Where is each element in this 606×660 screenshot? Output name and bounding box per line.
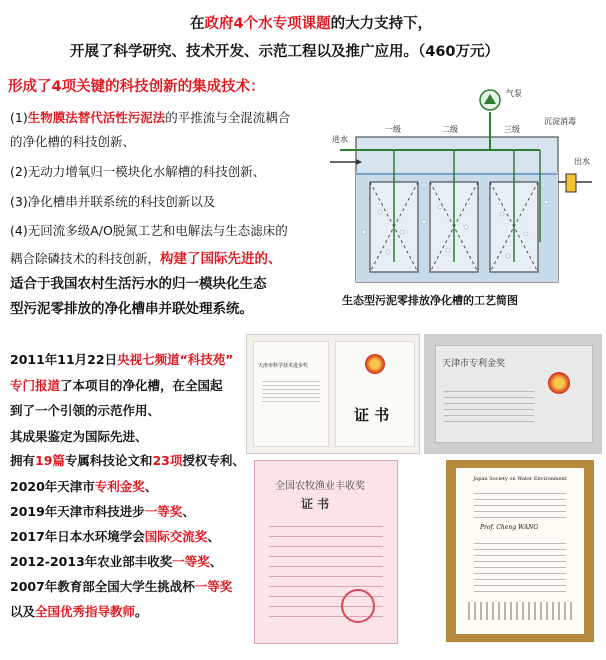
cert2-inner — [435, 345, 593, 443]
ach-line-1: 2011年11月22日央视七频道“科技苑” — [10, 352, 234, 367]
item-4-cont: 耦合除磷技术的科技创新，构建了国际先进的、 — [10, 251, 282, 267]
diagram-caption: 生态型污泥零排放净化槽的工艺简图 — [342, 294, 518, 307]
ach-line-5: 拥有19篇专属科技论文和23项授权专利、 — [10, 453, 245, 468]
cert1-text-lines — [262, 378, 320, 402]
cert4-text-lines-2 — [474, 538, 566, 592]
cert2-emblem-icon — [548, 372, 570, 394]
cert3-stamp — [341, 589, 375, 623]
certificate-tianjin-sci-tech — [246, 334, 420, 454]
cert2-header: 天津市专利金奖 — [442, 359, 506, 369]
cert1-header: 天津市科学技术进步奖 — [258, 363, 309, 369]
item-4-cont-3: 型污泥零排放的净化槽串并联处理系统。 — [10, 301, 253, 317]
cert4-inner — [456, 468, 584, 634]
item-3: (3)净化槽串并联系统的科技创新以及 — [10, 194, 216, 209]
ach-line-7: 2019年天津市科技进步一等奖、 — [10, 504, 195, 519]
label-inlet: 进水 — [332, 135, 348, 144]
ach-line-10: 2007年教育部全国大学生挑战杯一等奖 — [10, 579, 233, 594]
label-stage-1: 一级 — [385, 125, 401, 134]
national-emblem-icon — [365, 354, 385, 374]
cert1-title: 证 书 — [354, 406, 390, 424]
cert1-right-page — [335, 341, 415, 447]
ach-line-3: 到了一个引领的示范作用、 — [10, 403, 161, 418]
cert4-recipient: Prof. Cheng WANG — [480, 524, 539, 531]
cert3-title: 证 书 — [301, 497, 330, 511]
header-line-1: 在政府4个水专项课题的大力支持下， — [190, 16, 433, 32]
ach-line-9: 2012-2013年农业部丰收奖一等奖、 — [10, 554, 223, 569]
label-air-pump: 气泵 — [506, 89, 522, 98]
cert4-header: Japan Society on Water Environment — [473, 476, 567, 482]
ach-line-11: 以及全国优秀指导教师。 — [10, 604, 148, 619]
label-stage-3: 三级 — [504, 125, 520, 134]
section-heading: 形成了4项关键的科技创新的集成技术： — [8, 79, 265, 95]
ach-line-4: 其成果鉴定为国际先进、 — [10, 429, 148, 444]
process-diagram — [330, 82, 600, 327]
cert1-left-page — [253, 341, 329, 447]
ach-line-2: 专门报道了本项目的净化槽，在全国起 — [10, 378, 223, 393]
certificate-tianjin-patent-gold — [424, 334, 602, 454]
label-stage-2: 二级 — [442, 125, 458, 134]
cert4-text-lines-1 — [474, 488, 566, 518]
item-2: (2)无动力增氧归一模块化水解槽的科技创新、 — [10, 164, 266, 179]
item-1: (1)生物膜法替代活性污泥法的平推流与全混流耦合 — [10, 110, 291, 125]
header-line-2: 开展了科学研究、技术开发、示范工程以及推广应用。（460万元） — [70, 44, 500, 60]
cert3-header: 全国农牧渔业丰收奖 — [275, 481, 365, 492]
outlet-valve — [566, 174, 576, 192]
item-4: (4)无回流多级A/O脱氮工艺和电解法与生态滤床的 — [10, 223, 288, 238]
certificate-jswe-award — [446, 460, 594, 642]
label-outlet: 出水 — [574, 157, 590, 166]
cert4-signatures — [468, 602, 572, 620]
item-4-cont-2: 适合于我国农村生活污水的归一模块化生态 — [10, 276, 267, 292]
item-1-cont: 的净化槽的科技创新、 — [10, 134, 136, 149]
label-disinfect: 沉淀消毒 — [544, 117, 576, 126]
cert2-text-lines — [444, 386, 534, 426]
ach-line-8: 2017年日本水环境学会国际交流奖、 — [10, 529, 220, 544]
ach-line-6: 2020年天津市专利金奖、 — [10, 479, 158, 494]
certificate-agri-harvest — [254, 460, 398, 644]
